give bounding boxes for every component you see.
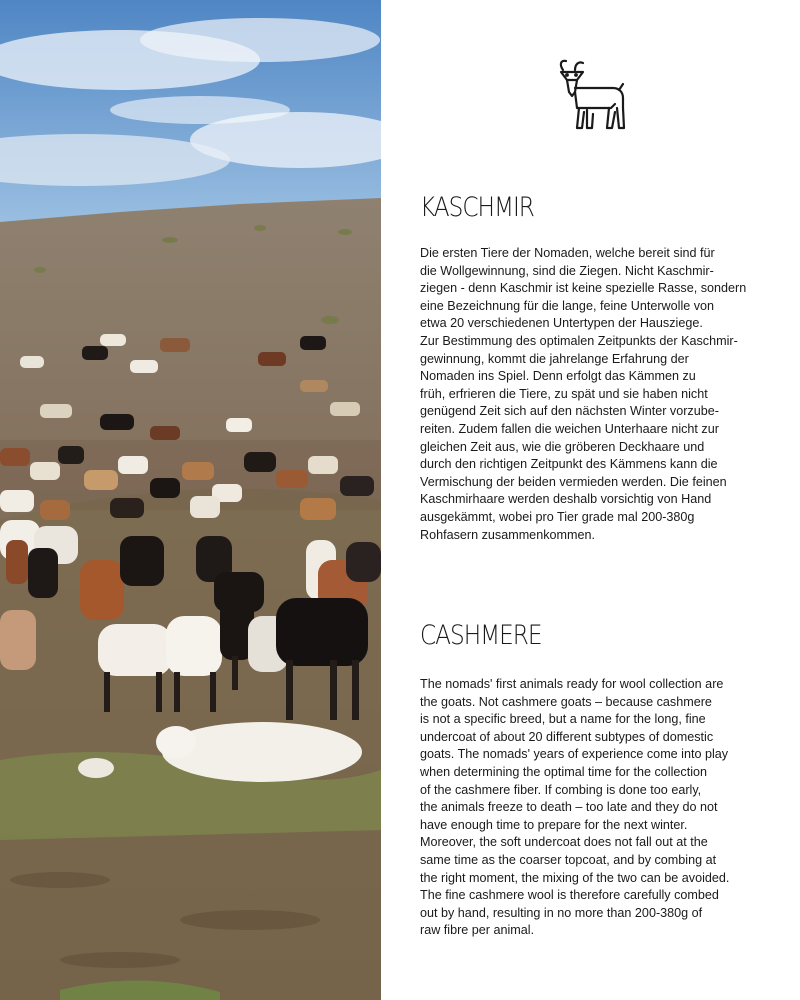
text-line: Rohfasern zusammenkommen.: [420, 527, 595, 542]
text-line: Vermischung der beiden vermieden werden. Die feinen: [420, 474, 727, 489]
text-line: genügend Zeit sich auf den nächsten Winter vorzube-: [420, 404, 719, 419]
text-line: have enough time to prepare for the next winter.: [420, 817, 688, 832]
text-line: raw fibre per animal.: [420, 923, 535, 938]
heading-kaschmir: KASCHMIR: [420, 192, 534, 223]
text-line: Kaschmirhaare werden deshalb vorsichtig von Hand: [420, 492, 712, 507]
text-line: goats. The nomads' years of experience come into play: [420, 747, 729, 762]
text-line: gewinnung, kommt die jahrelange Erfahrung der: [420, 351, 689, 366]
text-line: The fine cashmere wool is therefore carefully combed: [420, 888, 719, 903]
text-column: [420, 0, 760, 1000]
text-line: die Wollgewinnung, sind die Ziegen. Nicht Kaschmir-: [420, 263, 714, 278]
text-line: gleichen Zeit aus, wie die gröberen Deckhaare und: [420, 439, 705, 454]
goat-icon: [553, 58, 629, 134]
text-line: the goats. Not cashmere goats – because cashmere: [420, 694, 712, 709]
text-line: reiten. Zudem fallen die weichen Unterhaare nicht zur: [420, 421, 719, 436]
text-line: when determining the optimal time for the collection: [420, 764, 708, 779]
text-line: ziegen - denn Kaschmir ist keine spezielle Rasse, sondern: [420, 281, 747, 296]
text-line: out by hand, resulting in no more than 200-380g of: [420, 905, 703, 920]
text-line: Zur Bestimmung des optimalen Zeitpunkts der Kaschmir-: [420, 333, 738, 348]
paragraph-english: [420, 676, 760, 940]
text-line: früh, erfrieren die Tiere, zu spät und sie haben nicht: [420, 386, 708, 401]
text-line: the animals freeze to death – too late and they do not: [420, 800, 718, 815]
text-line: Nomaden ins Spiel. Denn erfolgt das Kämmen zu: [420, 369, 696, 384]
text-line: undercoat of about 20 different subtypes of domestic: [420, 729, 714, 744]
text-line: the right moment, the mixing of the two can be avoided.: [420, 870, 730, 885]
text-line: Moreover, the soft undercoat does not fall out at the: [420, 835, 708, 850]
text-line: of the cashmere fiber. If combing is done too early,: [420, 782, 702, 797]
text-line: etwa 20 verschiedenen Untertypen der Hausziege.: [420, 316, 703, 331]
text-line: is not a specific breed, but a name for the long, fine: [420, 712, 706, 727]
goat-herd-photo: [0, 0, 381, 1000]
text-line: The nomads' first animals ready for wool collection are: [420, 677, 724, 691]
text-line: eine Bezeichnung für die lange, feine Unterwolle von: [420, 298, 715, 313]
heading-cashmere: CASHMERE: [420, 620, 542, 651]
text-line: Die ersten Tiere der Nomaden, welche bereit sind für: [420, 246, 715, 260]
text-line: same time as the coarser topcoat, and by combing at: [420, 852, 717, 867]
text-line: durch den richtigen Zeitpunkt des Kämmens kann die: [420, 457, 718, 472]
paragraph-german: [420, 245, 760, 544]
text-line: ausgekämmt, wobei pro Tier grade mal 200-380g: [420, 509, 695, 524]
